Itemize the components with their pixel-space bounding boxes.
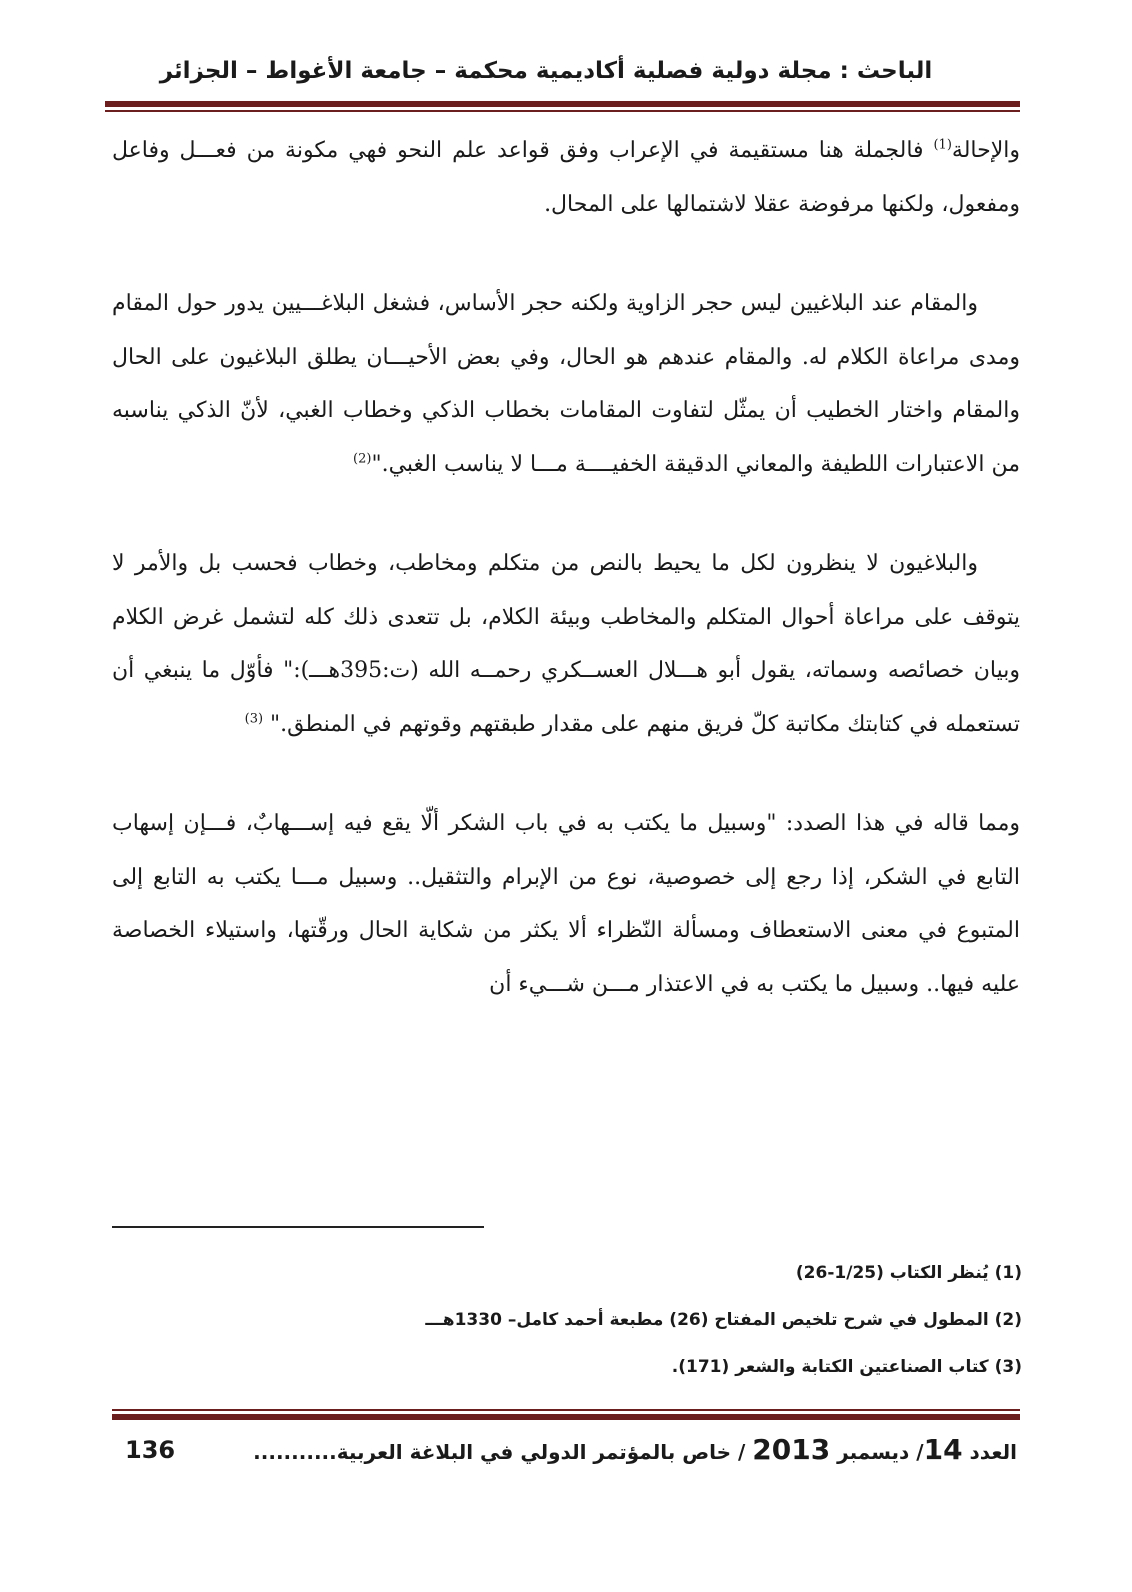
page-footer	[125, 1432, 1017, 1470]
p3-text: والبلاغيون لا ينظرون لكل ما يحيط بالنص من متكلم ومخاطب، وخطاب فحسب بل والأمر لا يتوقف على مراعاة أحوال المتكلم والمخاطب وبيئة الكلام، بل تتعدى ذلك كله لتشمل غرض الكلام وبيان خصائصه وسماته، يقول أبو هـــلال العســكري رحمــه الله (ت:395هـــ):" فأوّل ما ينبغي أن تستعمله في كتابتك مكاتبة كلّ فريق منهم على مقدار طبقتهم وقوتهم في المنطق."	[112, 551, 1020, 737]
body-text	[112, 124, 1020, 1011]
footer-rule-thin	[112, 1409, 1020, 1411]
issue-label: العدد	[962, 1440, 1017, 1464]
header-rule-thin	[105, 110, 1020, 112]
paragraph-4	[112, 797, 1020, 1011]
p1-rest: فالجملة هنا مستقيمة في الإعراب وفق قواعد علم النحو فهي مكونة من فعـــل وفاعل ومفعول، ولكنها مرفوضة عقلا لاشتمالها على المحال.	[112, 138, 1020, 217]
paragraph-2	[112, 277, 1020, 491]
paragraph-1	[112, 124, 1020, 231]
page-number: 136	[125, 1436, 176, 1464]
header-rule-thick	[105, 101, 1020, 107]
p4-text: ومما قاله في هذا الصدد: "وسبيل ما يكتب به في باب الشكر ألّا يقع فيه إســـهابٌ، فـــإن إسهاب التابع في الشكر، إذا رجع إلى خصوصية، نوع من الإبرام والتثقيل.. وسبيل مـــا يكتب به التابع إلى المتبوع في معنى الاستعطاف ومسألة النّظراء ألا يكثر من شكاية الحال ورقّتها، واستيلاء الخصاصة عليه فيها.. وسبيل ما يكتب به في الاعتذار مـــن شـــيء أن	[112, 811, 1020, 997]
footnote-1: (1) يُنظر الكتاب (1/25-26)	[795, 1263, 1022, 1283]
footnote-separator	[112, 1226, 484, 1228]
footnotes	[112, 1250, 1022, 1391]
issue-year: 2013	[752, 1433, 831, 1466]
footnote-2: (2) المطول في شرح تلخيص المفتاح (26) مطبعة أحمد كامل– 1330هـــ	[425, 1310, 1022, 1330]
footnote-ref-3: (3)	[244, 711, 264, 727]
issue-description: / خاص بالمؤتمر الدولي في البلاغة العربية...........	[253, 1440, 753, 1464]
p1-start: والإحالة	[951, 138, 1020, 163]
issue-month: / ديسمبر	[830, 1440, 924, 1464]
footnote-3: (3) كتاب الصناعتين الكتابة والشعر (171).	[671, 1357, 1022, 1377]
paragraph-3	[112, 537, 1020, 751]
journal-header: الباحث : مجلة دولية فصلية أكاديمية محكمة – جامعة الأغواط – الجزائر	[159, 58, 933, 84]
issue-number: 14	[923, 1433, 963, 1466]
footnote-ref-1: (1)	[933, 137, 952, 153]
footnote-ref-2: (2)	[353, 451, 372, 467]
p2-text: والمقام عند البلاغيين ليس حجر الزاوية ولكنه حجر الأساس، فشغل البلاغـــيين يدور حول المقام ومدى مراعاة الكلام له. والمقام عندهم هو الحال، وفي بعض الأحيـــان يطلق البلاغيون على الحال والمقام واختار الخطيب أن يمثّل لتفاوت المقامات بخطاب الذكي وخطاب الغبي، لأنّ الذكي يناسبه من الاعتبارات اللطيفة والمعاني الدقيقة الخفيــــة مـــا لا يناسب الغبي."	[112, 291, 1020, 477]
footer-rule-thick	[112, 1414, 1020, 1420]
